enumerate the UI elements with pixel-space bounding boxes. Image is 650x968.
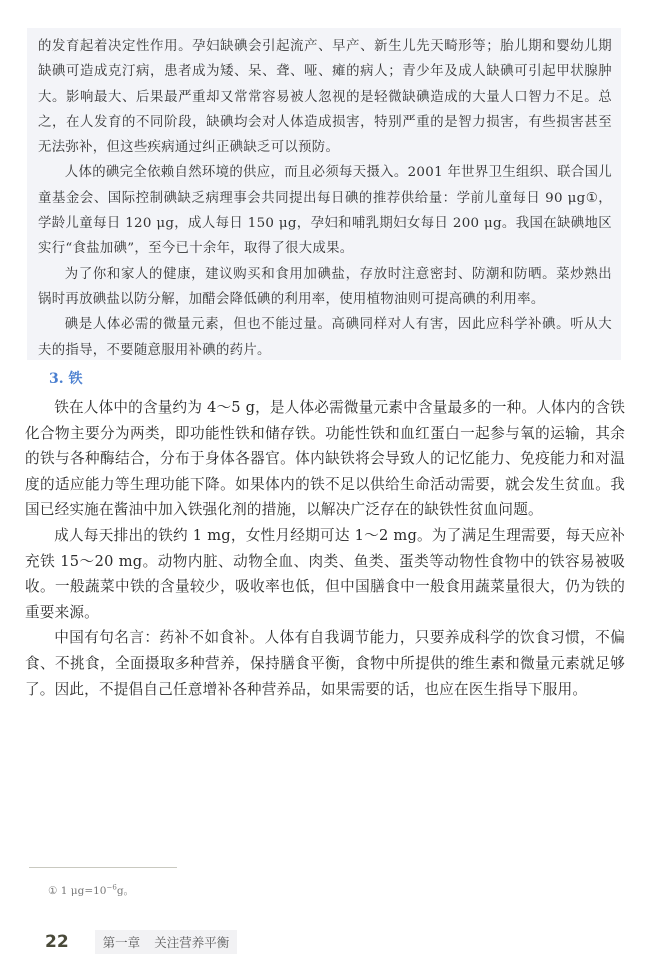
- page-footer: [45, 930, 237, 954]
- body-paragraph: 铁在人体中的含量约为 4～5 g，是人体必需微量元素中含量最多的一种。人体内的含铁化合物主要分为两类，即功能性铁和储存铁。功能性铁和血红蛋白一起参与氧的运输，其余的铁与各种酶结合，分布于身体各器官。体内缺铁将会导致人的记忆能力、免疫能力和对温度的适应能力等生理功能下降。如果体内的铁不足以供给生命活动需要，就会发生贫血。我国已经实施在酱油中加入铁强化剂的措施，以解决广泛存在的缺铁性贫血问题。: [25, 399, 625, 519]
- footnote-text: 1 μg=10: [60, 885, 107, 897]
- footnote-unit: g。: [116, 885, 135, 897]
- footnote: [48, 883, 134, 898]
- iodine-sidebar-text: [38, 34, 612, 363]
- footnote-marker: ①: [48, 885, 58, 897]
- body-paragraph: 中国有句名言：药补不如食补。人体有自我调节能力，只要养成科学的饮食习惯，不偏食、不挑食，全面摄取多种营养，保持膳食平衡，食物中所提供的维生素和微量元素就足够了。因此，不提倡自己任意增补各种营养品，如果需要的话，也应在医生指导下服用。: [25, 629, 625, 698]
- body-paragraph: 成人每天排出的铁约 1 mg，女性月经期可达 1～2 mg。为了满足生理需要，每天应补充铁 15～20 mg。动物内脏、动物全血、肉类、鱼类、蛋类等动物性食物中的铁容易被吸收。一般蔬菜中铁的含量较少，吸收率也低，但中国膳食中一般食用蔬菜量很大，仍为铁的重要来源。: [25, 526, 625, 621]
- footnote-exponent: −6: [106, 883, 117, 892]
- page-number: 22: [45, 932, 69, 952]
- sidebar-paragraph: 碘是人体必需的微量元素，但也不能过量。高碘同样对人有害，因此应科学补碘。听从大夫的指导，不要随意服用补碘的药片。: [38, 317, 612, 358]
- running-header-chapter: [95, 930, 238, 954]
- sidebar-paragraph: 人体的碘完全依赖自然环境的供应，而且必须每天摄入。2001 年世界卫生组织、联合国儿童基金会、国际控制碘缺乏病理事会共同提出每日碘的推荐供给量：学前儿童每日 90 μg①，学龄儿童每日 120 μg，成人每日 150 μg，孕妇和哺乳期妇女每日 200 μg。我国在缺碘地区实行“食盐加碘”，至今已十余年，取得了很大成果。: [38, 165, 612, 257]
- sidebar-paragraph: 的发育起着决定性作用。孕妇缺碘会引起流产、早产、新生儿先天畸形等；胎儿期和婴幼儿期缺碘可造成克汀病，患者成为矮、呆、聋、哑、瘫的病人；青少年及成人缺碘可引起甲状腺肿大。影响最大、后果最严重却又常常容易被人忽视的是轻微缺碘造成的大量人口智力不足。总之，在人发育的不同阶段，缺碘均会对人体造成损害，特别严重的是智力损害，有些损害甚至无法弥补，但这些疾病通过纠正碘缺乏可以预防。: [38, 39, 612, 156]
- sidebar-paragraph: 为了你和家人的健康，建议购买和食用加碘盐，存放时注意密封、防潮和防晒。菜炒熟出锅时再放碘盐以防分解，加醋会降低碘的利用率，使用植物油则可提高碘的利用率。: [38, 266, 612, 307]
- footnote-divider: [29, 867, 177, 868]
- chapter-label: 第一章: [102, 935, 141, 950]
- chapter-title: 关注营养平衡: [154, 935, 230, 950]
- section-heading-iron: 3. 铁: [49, 371, 83, 387]
- iron-section-body: [25, 395, 625, 702]
